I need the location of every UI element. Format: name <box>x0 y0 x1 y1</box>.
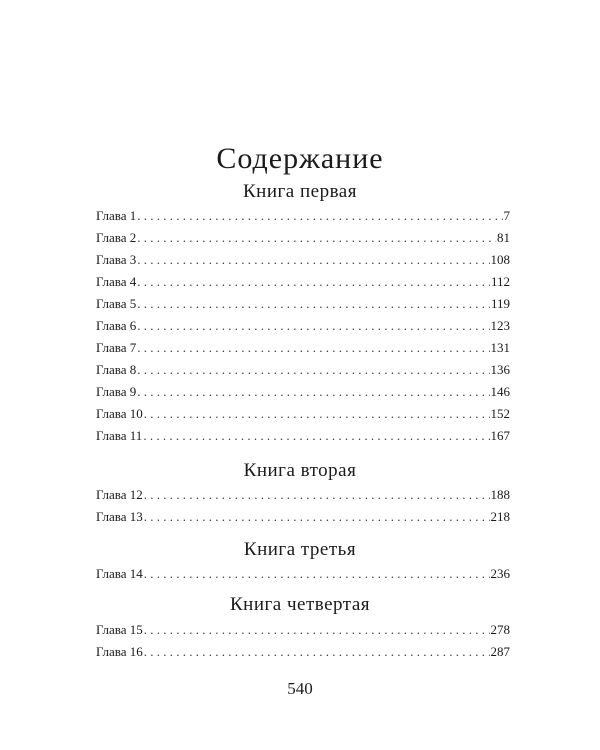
dot-leader <box>144 405 490 423</box>
chapter-page-number: 81 <box>497 230 510 245</box>
contents-title: Содержание <box>216 142 384 175</box>
dot-leader <box>144 565 490 583</box>
chapter-label: Глава 12 <box>96 487 143 502</box>
toc-entry <box>96 361 510 379</box>
dot-leader <box>137 295 490 313</box>
chapter-label: Глава 13 <box>96 509 143 524</box>
toc-entry <box>96 339 510 357</box>
toc-entry <box>96 273 510 291</box>
toc-entry <box>96 486 510 504</box>
dot-leader <box>144 508 490 526</box>
chapter-label: Глава 14 <box>96 566 143 581</box>
chapter-page-number: 236 <box>490 566 510 581</box>
toc-entry <box>96 207 510 225</box>
chapter-page-number: 152 <box>490 406 510 421</box>
toc-entry <box>96 508 510 526</box>
toc-entry <box>96 295 510 313</box>
toc-entry <box>96 621 510 639</box>
chapter-page-number: 167 <box>490 428 510 443</box>
chapter-label: Глава 9 <box>96 384 137 399</box>
book-title-3: Книга третья <box>243 539 357 560</box>
chapter-label: Глава 3 <box>96 252 137 267</box>
dot-leader <box>143 427 489 445</box>
dot-leader <box>137 229 496 247</box>
chapter-label: Глава 15 <box>96 622 143 637</box>
chapter-label: Глава 10 <box>96 406 143 421</box>
dot-leader <box>137 273 490 291</box>
toc-entry <box>96 317 510 335</box>
toc-entry <box>96 643 510 661</box>
dot-leader <box>137 207 502 225</box>
chapter-page-number: 136 <box>490 362 510 377</box>
chapter-page-number: 131 <box>490 340 510 355</box>
toc-entry <box>96 383 510 401</box>
chapter-label: Глава 2 <box>96 230 137 245</box>
chapter-label: Глава 6 <box>96 318 137 333</box>
chapter-page-number: 119 <box>490 296 510 311</box>
chapter-page-number: 287 <box>490 644 510 659</box>
dot-leader <box>137 251 489 269</box>
dot-leader <box>137 361 489 379</box>
book-title-2: Книга вторая <box>243 460 357 481</box>
chapter-page-number: 146 <box>490 384 510 399</box>
chapter-label: Глава 4 <box>96 274 137 289</box>
dot-leader <box>144 643 490 661</box>
toc-entry <box>96 565 510 583</box>
chapter-label: Глава 5 <box>96 296 137 311</box>
chapter-page-number: 108 <box>490 252 510 267</box>
dot-leader <box>137 383 489 401</box>
chapter-page-number: 278 <box>490 622 510 637</box>
dot-leader <box>144 486 490 504</box>
book-title-4: Книга четвертая <box>229 594 371 615</box>
chapter-label: Глава 11 <box>96 428 143 443</box>
chapter-label: Глава 1 <box>96 208 137 223</box>
toc-entry <box>96 229 510 247</box>
dot-leader <box>144 621 490 639</box>
chapter-page-number: 218 <box>490 509 510 524</box>
book-title-1: Книга первая <box>243 181 357 202</box>
chapter-page-number: 112 <box>490 274 510 289</box>
dot-leader <box>137 317 489 335</box>
page-number: 540 <box>287 679 313 698</box>
chapter-page-number: 123 <box>490 318 510 333</box>
toc-entry <box>96 427 510 445</box>
dot-leader <box>137 339 489 357</box>
chapter-page-number: 188 <box>490 487 510 502</box>
chapter-label: Глава 8 <box>96 362 137 377</box>
toc-entry <box>96 251 510 269</box>
chapter-label: Глава 7 <box>96 340 137 355</box>
chapter-label: Глава 16 <box>96 644 143 659</box>
toc-entry <box>96 405 510 423</box>
chapter-page-number: 7 <box>503 208 510 223</box>
